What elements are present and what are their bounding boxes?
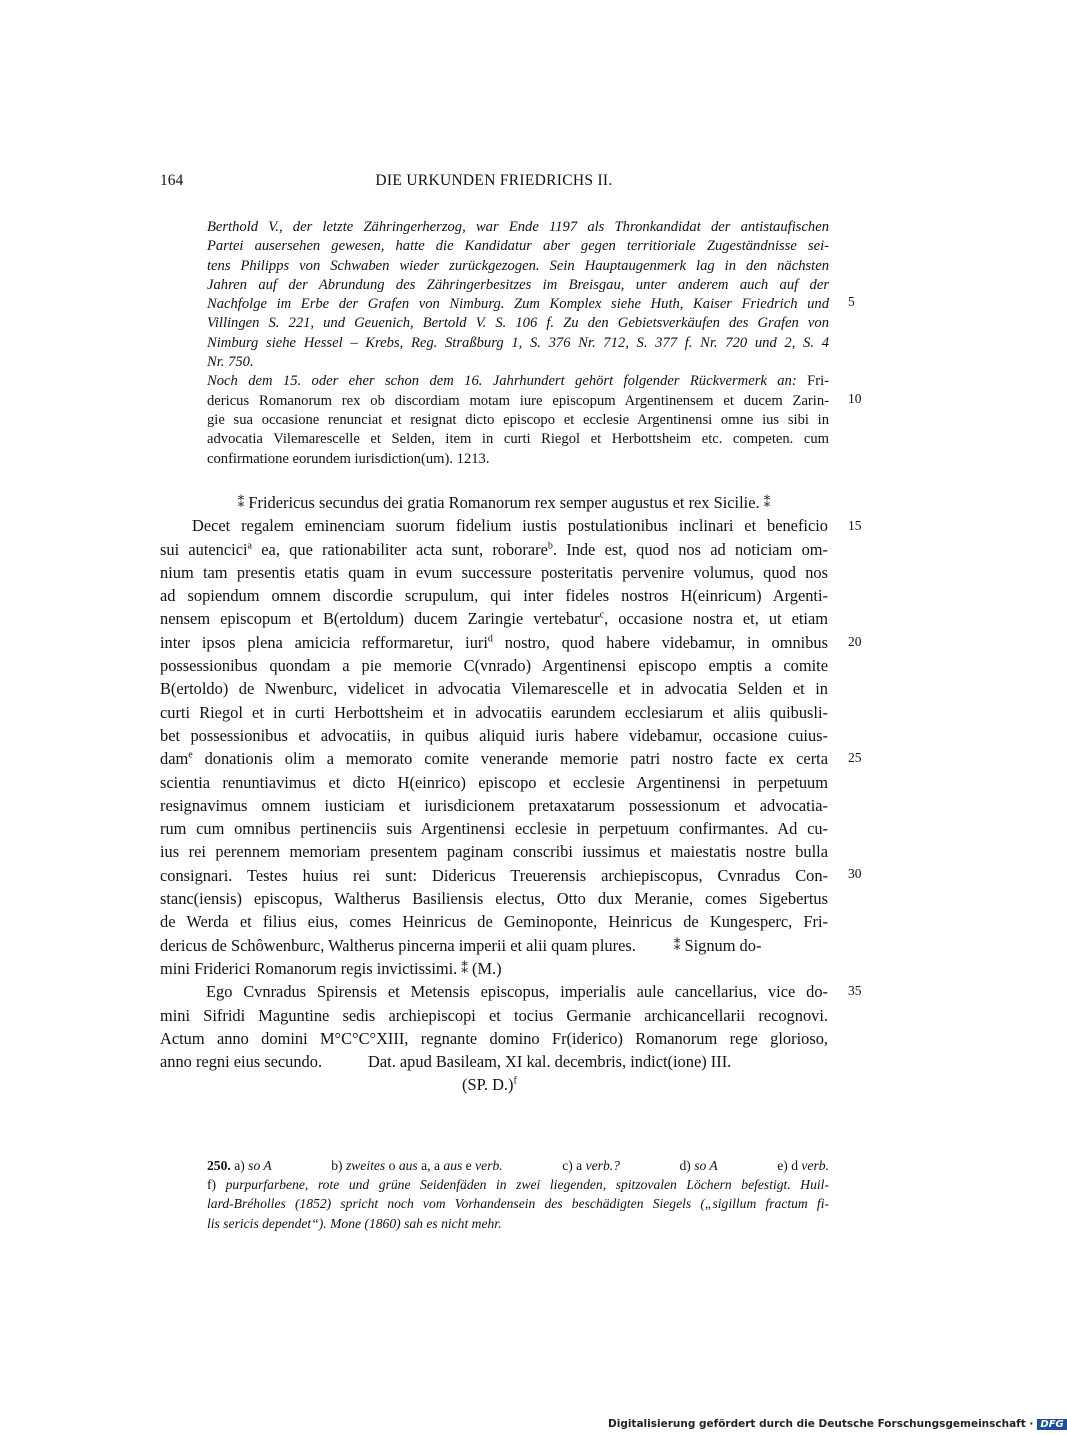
chrismon-icon: ⁑ <box>763 495 771 510</box>
charter-line: curti Riegol et in curti Herbottsheim et in advocatiis earundem ecclesiarum et aliis quibusli- <box>160 702 828 722</box>
page-header <box>160 172 828 198</box>
charter-line: nium tam presentis etatis quam in evum successure posteritatis pervenire volumus, quod nos <box>160 562 828 582</box>
charter-line: sui autencici$^a$ ea, que rationabiliter acta sunt, roborare$^b$. Inde est, quod nos ad noticiam om- <box>160 539 828 559</box>
funding-footer <box>608 1418 1067 1430</box>
monogram-icon: ⁑ <box>461 960 468 976</box>
document-number: 250. <box>207 1158 231 1173</box>
apparatus-mark: f <box>513 1075 517 1087</box>
signum-icon: ⁑ <box>673 937 681 953</box>
recognition-line: mini Sifridi Maguntine sedis archiepiscopi et tocius Germanie archicancellarii recognovi. <box>160 1005 828 1025</box>
charter-line: ad sopiendum omnem discordie scrupulum, qui inter fideles nostros H(einricum) Argenti- <box>160 586 828 606</box>
apparatus-line: lard-Bréholles (1852) spricht noch vom Vorhandensein des beschädigten Siegels („sigillum fractum fi- <box>207 1196 829 1212</box>
line-number: 10 <box>848 391 862 406</box>
apparatus-mark: c <box>599 610 605 622</box>
charter-line: dericus de Schôwenburc, Waltherus pincerna imperii et alii quam plures. ⁑ Signum do- <box>160 935 762 955</box>
line-number: 15 <box>848 518 862 533</box>
intro-line: tens Philipps von Schwaben wieder zurückgezogen. Sein Hauptaugenmerk lag in den nächsten <box>207 257 829 274</box>
page-number: 164 <box>160 172 184 189</box>
intitulatio <box>160 491 828 514</box>
chrismon-icon: ⁑ <box>237 495 245 510</box>
charter-line: de Werda et filius eius, comes Heinricus de Geminoponte, Heinricus de Kungesperc, Fri- <box>160 912 828 932</box>
dorsal-note-line: confirmatione eorundem iurisdiction(um). 1213. <box>207 450 490 467</box>
charter-line: ius rei perennem memoriam presentem paginam conscribi iussimus et maiestatis nostre bulla <box>160 842 828 862</box>
funding-text: Digitalisierung gefördert durch die Deutsche Forschungsgemeinschaft · <box>608 1418 1034 1430</box>
intro-line: Nachfolge im Erbe der Grafen von Nimburg. Zum Komplex siehe Huth, Kaiser Friedrich und <box>207 296 829 313</box>
dorsal-note-line <box>207 372 829 391</box>
intro-line: Nimburg siehe Hessel – Krebs, Reg. Straßburg 1, S. 376 Nr. 712, S. 377 f. Nr. 720 und 2, S. 4 <box>207 334 829 351</box>
intro-line: Villingen S. 221, und Geuenich, Bertold V. S. 106 f. Zu den Gebietsverkäufen des Grafen von <box>207 315 829 332</box>
dfg-logo: DFG <box>1037 1419 1066 1430</box>
charter-line: bet possessionibus et advocatiis, in quibus aliquid iuris habere videbamur, occasione cuius- <box>160 725 828 745</box>
intro-line: Jahren auf der Abrundung des Zähringerbesitzes im Breisgau, unter anderem auch auf der <box>207 276 829 293</box>
charter-line: resignavimus omnem iusticiam et iurisdicionem pretaxatarum possessionum et advocatia- <box>160 795 828 815</box>
charter-line: B(ertoldo) de Nwenburc, videlicet in advocatia Vilemarescelle et in advocatia Selden et in <box>160 679 828 699</box>
apparatus-mark: d <box>487 633 493 645</box>
intro-line: Berthold V., der letzte Zähringerherzog, war Ende 1197 als Thronkandidat der antistaufischen <box>207 219 829 235</box>
charter-text <box>160 491 828 1097</box>
apparatus-line: f) purpurfarbene, rote und grüne Seidenfäden in zwei liegenden, spitzovalen Löchern befestigt. Huil- <box>207 1177 829 1193</box>
charter-line: Decet regalem eminenciam suorum fidelium iustis postulationibus inclinari et beneficio <box>192 516 828 536</box>
apparatus-mark: e <box>188 749 193 761</box>
critical-apparatus <box>207 1156 829 1233</box>
line-number: 20 <box>848 634 862 649</box>
line-number: 35 <box>848 983 862 998</box>
charter-line: rum cum omnibus pertinenciis suis Argentinensi ecclesie in perpetuum confirmantes. Ad cu- <box>160 819 828 839</box>
running-title: DIE URKUNDEN FRIEDRICHS II. <box>375 172 613 189</box>
apparatus-mark: a <box>247 540 252 552</box>
line-number: 5 <box>848 294 855 309</box>
dating-line: anno regni eius secundo. Dat. apud Basileam, XI kal. decembris, indict(ione) III. <box>160 1052 732 1072</box>
recognition-line: Ego Cvnradus Spirensis et Metensis episcopus, imperialis aule cancellarius, vice do- <box>206 982 828 1002</box>
charter-line: nensem episcopum et B(ertoldum) ducem Zaringie vertebatur$^c$, occasione nostra et, ut etiam <box>160 609 828 629</box>
dorsal-note-italic: Noch dem 15. oder eher schon dem 16. Jahrhundert gehört folgender Rückvermerk an: <box>207 373 797 390</box>
charter-line: stanc(iensis) episcopus, Waltherus Basiliensis electus, Otto dux Meranie, comes Sigebertus <box>160 889 828 909</box>
charter-line: possessionibus quondam a pie memorie C(vnrado) Argentinensi episcopo emptis a comite <box>160 656 828 676</box>
charter-line: consignari. Testes huius rei sunt: Didericus Treuerensis archiepiscopus, Cvnradus Con- <box>160 865 828 885</box>
dating-line: Actum anno domini M°C°C°XIII, regnante domino Fr(iderico) Romanorum rege glorioso, <box>160 1028 828 1048</box>
apparatus-line: 250. a) so A b) zweites o aus a, a aus e verb. c) a verb.? d) so A e) d verb. <box>207 1158 829 1173</box>
charter-line: mini Friderici Romanorum regis invictissimi. ⁑ (M.) <box>160 958 502 978</box>
apparatus-mark: b <box>547 540 553 552</box>
intro-commentary <box>207 218 829 469</box>
dorsal-note-roman: Fri- <box>796 373 829 390</box>
charter-line: scientia renuntiavimus et dicto H(einrico) episcopo et ecclesie Argentinensi in perpetuum <box>160 772 828 792</box>
line-number: 25 <box>848 750 862 765</box>
charter-line: inter ipsos plena amicicia refformaretur, iuri$^d$ nostro, quod habere videbamur, in omnibus <box>160 632 828 652</box>
dorsal-note-line: advocatia Vilemarescelle et Selden, item in curti Riegol et Herbottsheim etc. competen. cum <box>207 431 829 448</box>
intro-line: Partei ausersehen gewesen, hatte die Kandidatur aber gegen territioriale Zugeständnisse sei- <box>207 238 829 255</box>
dorsal-note-line: dericus Romanorum rex ob discordiam motam iure episcopum Argentinensem et ducem Zarin- <box>207 392 829 409</box>
dorsal-note-line: gie sua occasione renunciat et resignat dicto episcopo et ecclesie Argentinensi omne ius sibi in <box>207 411 829 428</box>
seal-mark: (SP. D.)$^f$ <box>462 1075 517 1095</box>
charter-line: dam$^e$ donationis olim a memorato comite venerande memorie patri nostro facte ex certa <box>160 749 828 769</box>
apparatus-line: lis sericis dependet“). Mone (1860) sah es nicht mehr. <box>207 1215 502 1231</box>
line-number: 30 <box>848 866 862 881</box>
intro-line: Nr. 750. <box>207 354 254 371</box>
intitulatio-text: Fridericus secundus dei gratia Romanorum rex semper augustus et rex Sicilie. <box>248 493 760 512</box>
